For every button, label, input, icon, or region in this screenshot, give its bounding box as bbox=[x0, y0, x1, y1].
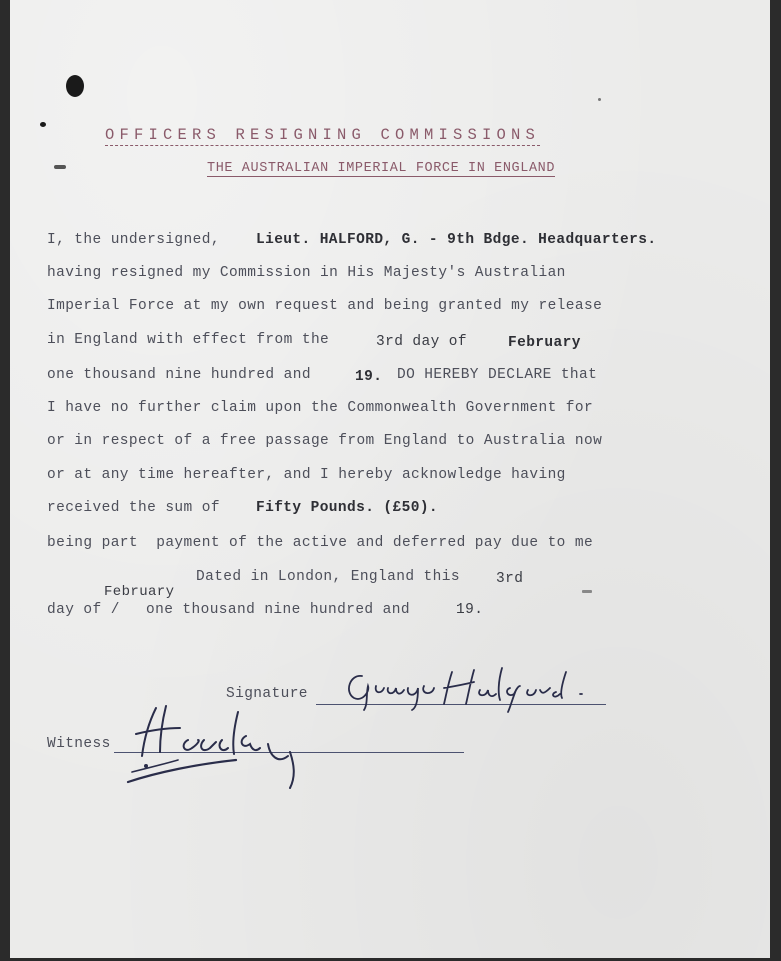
declaration-line-8: or at any time hereafter, and I hereby acknowledge having bbox=[47, 467, 566, 483]
document-page bbox=[10, 0, 770, 958]
dated-line-1-prefix: Dated in London, England this bbox=[196, 569, 460, 585]
dated-line-2-suffix: one thousand nine hundred and bbox=[146, 602, 410, 618]
signature-label: Signature bbox=[226, 686, 308, 702]
ink-blot bbox=[66, 75, 84, 97]
witness-name-text bbox=[150, 760, 151, 761]
payment-amount: Fifty Pounds. (£50). bbox=[256, 500, 439, 516]
effective-day: 3rd day of bbox=[376, 334, 468, 350]
signature-handwriting bbox=[340, 664, 600, 714]
document-title: OFFICERS RESIGNING COMMISSIONS bbox=[105, 126, 541, 144]
paper-mark bbox=[582, 590, 592, 593]
document-subtitle: THE AUSTRALIAN IMPERIAL FORCE IN ENGLAND bbox=[207, 161, 556, 176]
dated-month: February bbox=[104, 584, 175, 600]
declaration-line-10: being part payment of the active and deferred pay due to me bbox=[47, 535, 594, 551]
declaration-line-4-prefix: in England with effect from the bbox=[47, 332, 330, 348]
declaration-line-5-suffix: DO HEREBY DECLARE that bbox=[397, 367, 598, 383]
officer-name-rank-unit: Lieut. HALFORD, G. - 9th Bdge. Headquarters. bbox=[256, 232, 657, 248]
effective-month: February bbox=[508, 335, 581, 351]
declaration-line-3: Imperial Force at my own request and being granted my release bbox=[47, 298, 603, 314]
declaration-line-1-prefix: I, the undersigned, bbox=[47, 232, 220, 248]
declaration-line-6: I have no further claim upon the Commonwealth Government for bbox=[47, 400, 594, 416]
effective-year: 19. bbox=[355, 369, 383, 385]
signed-name-text bbox=[350, 715, 351, 716]
ink-speck bbox=[54, 165, 66, 169]
dated-year: 19. bbox=[456, 602, 484, 618]
declaration-line-5-prefix: one thousand nine hundred and bbox=[47, 367, 311, 383]
declaration-line-9-prefix: received the sum of bbox=[47, 500, 220, 516]
declaration-line-2: having resigned my Commission in His Majesty's Australian bbox=[47, 265, 566, 281]
dated-line-2-prefix: day of / bbox=[47, 602, 120, 618]
declaration-line-7: or in respect of a free passage from England to Australia now bbox=[47, 433, 603, 449]
paper-mark bbox=[598, 98, 601, 101]
witness-label: Witness bbox=[47, 736, 111, 752]
witness-signature-handwriting bbox=[118, 700, 308, 790]
dated-day: 3rd bbox=[496, 571, 524, 587]
ink-speck bbox=[40, 122, 46, 127]
